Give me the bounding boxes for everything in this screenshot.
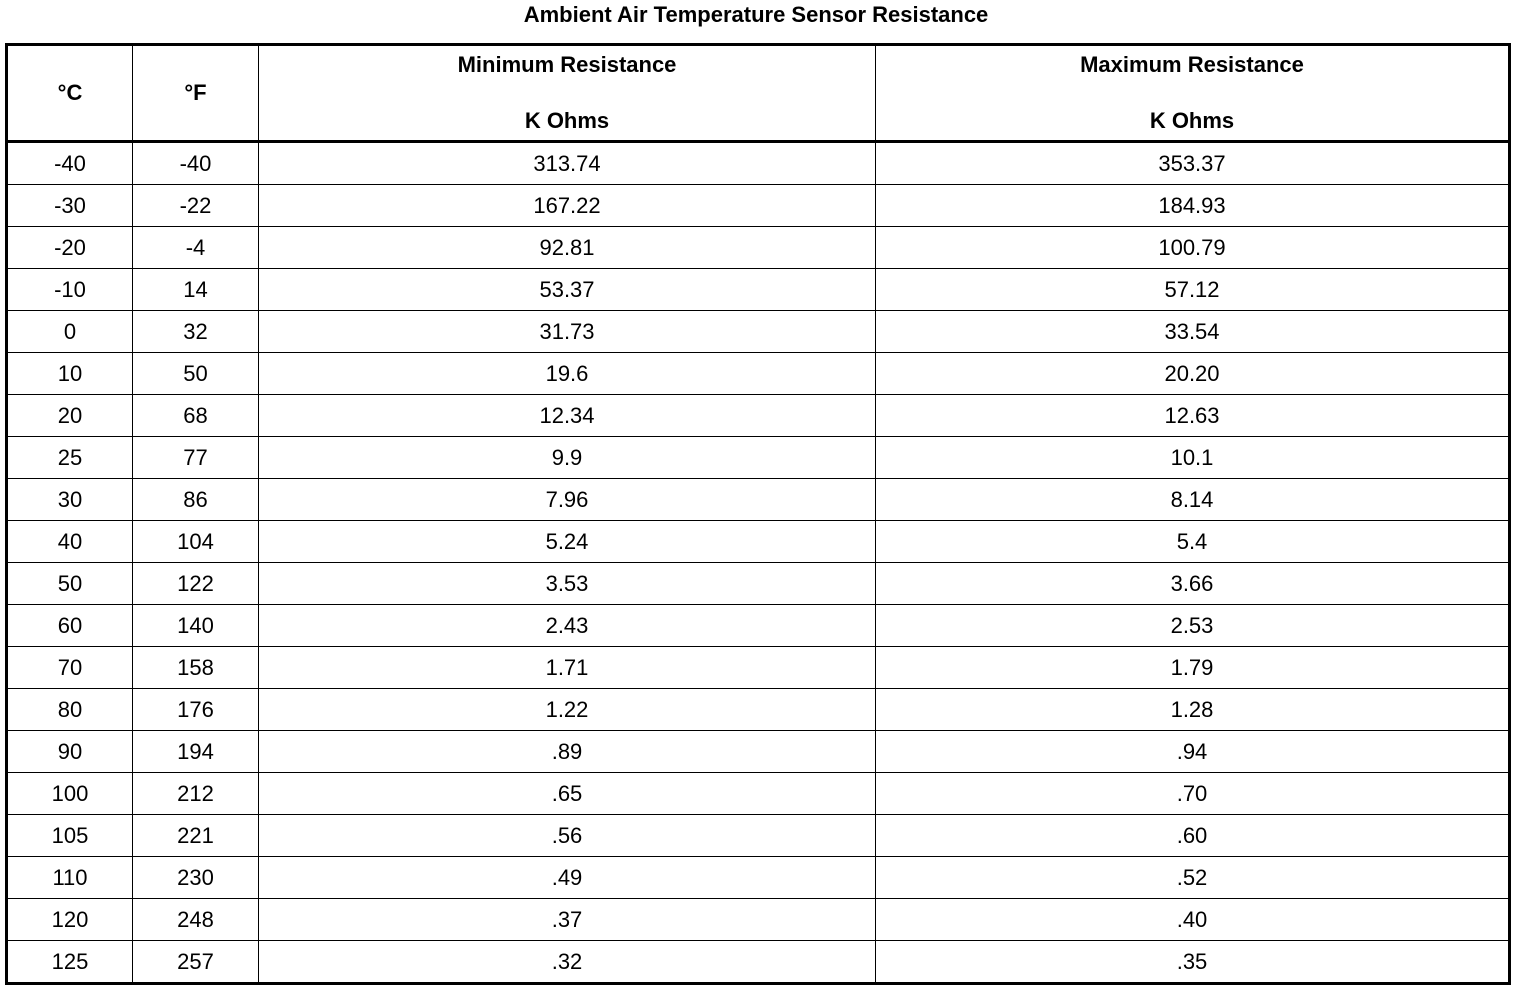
table-row <box>7 815 1510 857</box>
cell-minimum-resistance: 2.43 <box>259 605 876 647</box>
cell-celsius: 10 <box>7 353 133 395</box>
table-title: Ambient Air Temperature Sensor Resistance <box>523 2 989 27</box>
table-row <box>7 773 1510 815</box>
cell-celsius: 80 <box>7 689 133 731</box>
cell-minimum-resistance: .56 <box>259 815 876 857</box>
table-row <box>7 563 1510 605</box>
cell-minimum-resistance: 1.22 <box>259 689 876 731</box>
cell-maximum-resistance: 1.79 <box>876 647 1510 689</box>
cell-maximum-resistance: 57.12 <box>876 269 1510 311</box>
cell-fahrenheit: 32 <box>133 311 259 353</box>
cell-fahrenheit: 68 <box>133 395 259 437</box>
cell-celsius: 0 <box>7 311 133 353</box>
header-maximum-resistance <box>876 45 1510 142</box>
cell-celsius: -20 <box>7 227 133 269</box>
cell-fahrenheit: -22 <box>133 185 259 227</box>
cell-maximum-resistance: .40 <box>876 899 1510 941</box>
cell-maximum-resistance: 2.53 <box>876 605 1510 647</box>
cell-minimum-resistance: 313.74 <box>259 142 876 185</box>
table-row <box>7 605 1510 647</box>
cell-minimum-resistance: 53.37 <box>259 269 876 311</box>
cell-maximum-resistance: 5.4 <box>876 521 1510 563</box>
table-row <box>7 185 1510 227</box>
header-row <box>7 45 1510 142</box>
header-maximum-label: Maximum Resistance <box>1080 52 1304 77</box>
cell-celsius: 100 <box>7 773 133 815</box>
cell-celsius: -30 <box>7 185 133 227</box>
cell-celsius: -10 <box>7 269 133 311</box>
cell-fahrenheit: 248 <box>133 899 259 941</box>
cell-fahrenheit: 86 <box>133 479 259 521</box>
header-celsius: °C <box>7 45 133 142</box>
table-row <box>7 311 1510 353</box>
cell-fahrenheit: 194 <box>133 731 259 773</box>
cell-minimum-resistance: .32 <box>259 941 876 984</box>
table-row <box>7 227 1510 269</box>
table-row <box>7 857 1510 899</box>
cell-maximum-resistance: 12.63 <box>876 395 1510 437</box>
cell-minimum-resistance: 1.71 <box>259 647 876 689</box>
cell-minimum-resistance: 31.73 <box>259 311 876 353</box>
cell-celsius: 125 <box>7 941 133 984</box>
header-fahrenheit: °F <box>133 45 259 142</box>
cell-maximum-resistance: 353.37 <box>876 142 1510 185</box>
table-row <box>7 941 1510 984</box>
cell-maximum-resistance: 20.20 <box>876 353 1510 395</box>
cell-minimum-resistance: 19.6 <box>259 353 876 395</box>
cell-fahrenheit: 221 <box>133 815 259 857</box>
cell-minimum-resistance: 92.81 <box>259 227 876 269</box>
cell-minimum-resistance: 3.53 <box>259 563 876 605</box>
resistance-table <box>5 43 1511 985</box>
cell-minimum-resistance: .65 <box>259 773 876 815</box>
cell-minimum-resistance: 7.96 <box>259 479 876 521</box>
cell-fahrenheit: 212 <box>133 773 259 815</box>
cell-fahrenheit: 176 <box>133 689 259 731</box>
cell-fahrenheit: 14 <box>133 269 259 311</box>
header-maximum-unit: K Ohms <box>1149 108 1235 133</box>
table-row <box>7 731 1510 773</box>
cell-minimum-resistance: 12.34 <box>259 395 876 437</box>
cell-celsius: 105 <box>7 815 133 857</box>
header-minimum-resistance <box>259 45 876 142</box>
cell-minimum-resistance: .37 <box>259 899 876 941</box>
cell-maximum-resistance: 184.93 <box>876 185 1510 227</box>
cell-fahrenheit: 158 <box>133 647 259 689</box>
cell-minimum-resistance: 9.9 <box>259 437 876 479</box>
cell-maximum-resistance: .70 <box>876 773 1510 815</box>
cell-fahrenheit: 257 <box>133 941 259 984</box>
table-row <box>7 899 1510 941</box>
cell-maximum-resistance: 33.54 <box>876 311 1510 353</box>
table-body <box>7 142 1510 984</box>
cell-minimum-resistance: .89 <box>259 731 876 773</box>
cell-celsius: 30 <box>7 479 133 521</box>
cell-fahrenheit: 230 <box>133 857 259 899</box>
cell-fahrenheit: 50 <box>133 353 259 395</box>
table-row <box>7 353 1510 395</box>
cell-fahrenheit: 140 <box>133 605 259 647</box>
table-row <box>7 142 1510 185</box>
cell-celsius: 110 <box>7 857 133 899</box>
cell-maximum-resistance: 8.14 <box>876 479 1510 521</box>
cell-celsius: 20 <box>7 395 133 437</box>
cell-minimum-resistance: .49 <box>259 857 876 899</box>
cell-maximum-resistance: 1.28 <box>876 689 1510 731</box>
cell-fahrenheit: 122 <box>133 563 259 605</box>
table-row <box>7 479 1510 521</box>
table-row <box>7 395 1510 437</box>
cell-minimum-resistance: 167.22 <box>259 185 876 227</box>
cell-fahrenheit: 104 <box>133 521 259 563</box>
table-row <box>7 647 1510 689</box>
cell-celsius: 60 <box>7 605 133 647</box>
cell-celsius: 90 <box>7 731 133 773</box>
table-row <box>7 269 1510 311</box>
cell-maximum-resistance: .35 <box>876 941 1510 984</box>
cell-maximum-resistance: .52 <box>876 857 1510 899</box>
header-minimum-label: Minimum Resistance <box>457 52 677 77</box>
cell-celsius: -40 <box>7 142 133 185</box>
table-row <box>7 689 1510 731</box>
table-row <box>7 521 1510 563</box>
cell-maximum-resistance: 3.66 <box>876 563 1510 605</box>
cell-celsius: 40 <box>7 521 133 563</box>
cell-maximum-resistance: 100.79 <box>876 227 1510 269</box>
cell-maximum-resistance: .94 <box>876 731 1510 773</box>
cell-celsius: 70 <box>7 647 133 689</box>
cell-celsius: 25 <box>7 437 133 479</box>
cell-maximum-resistance: .60 <box>876 815 1510 857</box>
table-row <box>7 437 1510 479</box>
cell-celsius: 50 <box>7 563 133 605</box>
cell-celsius: 120 <box>7 899 133 941</box>
cell-fahrenheit: -40 <box>133 142 259 185</box>
cell-fahrenheit: 77 <box>133 437 259 479</box>
cell-maximum-resistance: 10.1 <box>876 437 1510 479</box>
cell-minimum-resistance: 5.24 <box>259 521 876 563</box>
table-header <box>7 45 1510 142</box>
header-minimum-unit: K Ohms <box>524 108 610 133</box>
cell-fahrenheit: -4 <box>133 227 259 269</box>
